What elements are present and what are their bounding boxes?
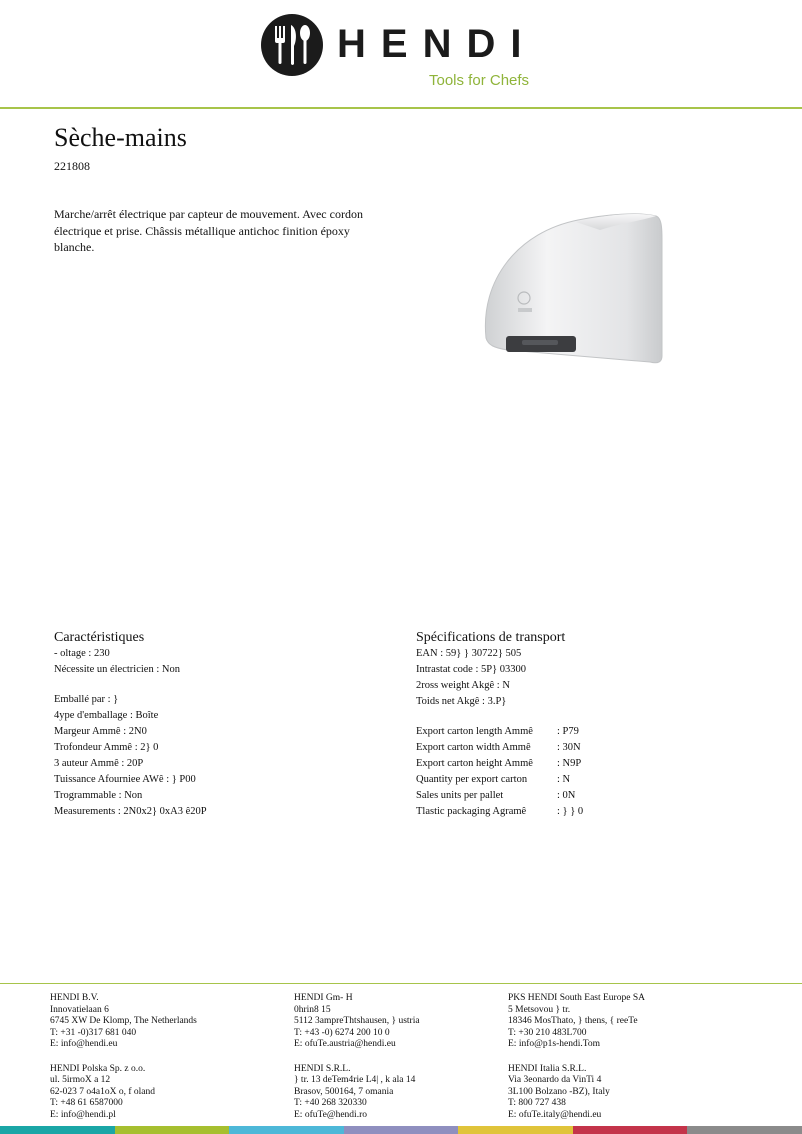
office-phone: T: 800 727 438 (508, 1098, 566, 1108)
spacer (416, 710, 583, 724)
office-name: HENDI Gm- H (294, 993, 353, 1003)
spec-value: : 0N (557, 790, 576, 801)
product-description: Marche/arrêt électrique par capteur de mouvement. Avec cordon électrique et prise. Châssis métallique antichoc finition époxy blanche. (54, 207, 363, 254)
footer-divider (0, 983, 802, 984)
spec-label: Export carton height Ammê (416, 758, 533, 769)
product-title: Sèche-mains (54, 123, 187, 152)
office-name: HENDI Italia S.R.L. (508, 1063, 587, 1074)
spec-row: Measurements : 2N0x2} 0xA3 ê20P (54, 806, 207, 817)
hendi-logo-icon (261, 14, 323, 76)
office-name: PKS HENDI South East Europe SA (508, 993, 645, 1003)
office-phone: T: +48 61 6587000 (50, 1098, 123, 1108)
spec-value: : N9P (557, 758, 582, 769)
spec-label: Export carton length Ammê (416, 726, 533, 737)
office-address (294, 1064, 420, 1122)
office-address (50, 993, 197, 1051)
office-line: Via 3eonardo da VinTi 4 (508, 1075, 602, 1085)
spec-label: Quantity per export carton (416, 774, 528, 785)
office-phone: T: +40 268 320330 (294, 1098, 367, 1108)
product-sku: 221808 (54, 159, 90, 173)
office-email: E: ofuTe@hendi.ro (294, 1109, 367, 1120)
spec-row (416, 804, 583, 820)
spec-row (416, 756, 583, 772)
office-name: HENDI S.R.L. (294, 1063, 351, 1074)
office-line: 18346 MosThato, } thens, { reeTe (508, 1016, 638, 1026)
office-line: Innovatielaan 6 (50, 1004, 109, 1015)
stripe-segment (458, 1126, 573, 1134)
office-address (508, 1064, 645, 1122)
spec-row: 3 auteur Ammê : 20P (54, 758, 144, 769)
office-email: E: info@p1s-hendi.Tom (508, 1039, 600, 1049)
stripe-segment (344, 1126, 459, 1134)
office-phone: T: +30 210 483L700 (508, 1027, 587, 1038)
stripe-segment (687, 1126, 802, 1134)
office-line: 6745 XW De Klomp, The Netherlands (50, 1016, 197, 1026)
spec-row: Toids net Akgê : 3.P} (416, 696, 507, 707)
office-line: } tr. 13 deTem4rie L4| , k ala 14 (294, 1075, 416, 1085)
spec-row: Intrastat code : 5P} 03300 (416, 664, 527, 675)
spec-row: 4ype d'emballage : Boîte (54, 710, 159, 721)
spec-row: Trofondeur Ammê : 2} 0 (54, 742, 159, 753)
stripe-segment (573, 1126, 688, 1134)
spec-label: Tlastic packaging Agramê (416, 806, 527, 817)
spec-row: - oltage : 230 (54, 648, 110, 659)
spec-label: Sales units per pallet (416, 790, 504, 801)
spec-label: Export carton width Ammê (416, 742, 531, 753)
spacer (54, 678, 207, 692)
spec-row (416, 724, 583, 740)
spec-row: Nécessite un électricien : Non (54, 664, 180, 675)
office-email: E: info@hendi.eu (50, 1039, 118, 1049)
brand-name: HENDI (337, 22, 537, 66)
spec-row: 2ross weight Akgê : N (416, 680, 510, 691)
footer-column-2 (294, 993, 420, 1134)
hand-dryer-image (478, 210, 668, 370)
stripe-segment (0, 1126, 115, 1134)
office-email: E: info@hendi.pl (50, 1109, 116, 1120)
office-phone: T: +43 -0) 6274 200 10 0 (294, 1027, 390, 1038)
spec-row (416, 772, 583, 788)
office-line: 0hrin8 15 (294, 1004, 331, 1015)
footer-column-1 (50, 993, 197, 1134)
office-phone: T: +31 -0)317 681 040 (50, 1027, 137, 1038)
office-name: HENDI B.V. (50, 993, 99, 1003)
transport-title: Spécifications de transport (416, 630, 566, 645)
office-address (50, 1064, 197, 1122)
spec-value: : N (557, 774, 571, 785)
spec-row: Margeur Ammê : 2N0 (54, 726, 147, 737)
office-line: Brasov, 500164, 7 omania (294, 1086, 394, 1097)
characteristics-title: Caractéristiques (54, 630, 145, 645)
office-email: E: ofuTe.austria@hendi.eu (294, 1039, 396, 1049)
spec-value: : } } 0 (557, 806, 584, 817)
brand-tagline: Tools for Chefs (429, 72, 530, 89)
characteristics-section (54, 630, 207, 820)
office-address (508, 993, 645, 1051)
spec-value: : P79 (557, 726, 579, 737)
spec-value: : 30N (557, 742, 581, 753)
transport-section (416, 630, 583, 820)
stripe-segment (229, 1126, 344, 1134)
header-divider (0, 107, 802, 109)
stripe-segment (115, 1126, 230, 1134)
office-line: 3L100 Bolzano -BZ), Italy (508, 1086, 610, 1097)
spec-row: Emballé par : } (54, 694, 119, 705)
spec-row (416, 788, 583, 804)
office-name: HENDI Polska Sp. z o.o. (50, 1063, 146, 1074)
spec-row: Tuissance Afourniee AWê : } P00 (54, 774, 196, 785)
office-line: ul. 5irmoX a 12 (50, 1075, 111, 1085)
spec-row: EAN : 59} } 30722} 505 (416, 648, 522, 659)
office-line: 5112 3ampreThtshausen, } ustria (294, 1016, 420, 1026)
footer-column-3 (508, 993, 645, 1134)
office-line: 5 Metsovou } tr. (508, 1004, 571, 1015)
footer-color-stripe (0, 1126, 802, 1134)
office-email: E: ofuTe.italy@hendi.eu (508, 1109, 602, 1120)
spec-row (416, 740, 583, 756)
spec-row: Trogrammable : Non (54, 790, 143, 801)
office-line: 62-023 7 o4a1oX o, f oland (50, 1086, 156, 1097)
office-address (294, 993, 420, 1051)
